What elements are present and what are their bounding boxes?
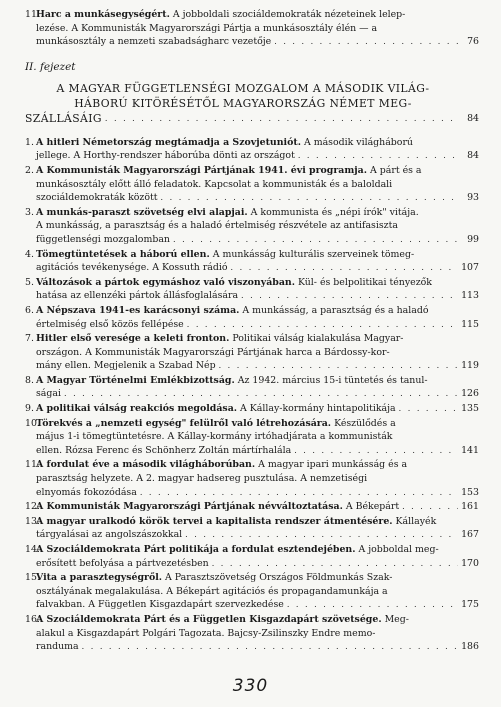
leader-dots xyxy=(212,557,458,571)
entry-title: Tömegtüntetések a háború ellen. xyxy=(36,248,210,260)
entry-line xyxy=(36,178,461,192)
entry-last-line xyxy=(36,191,461,205)
page-number: 93 xyxy=(467,192,479,204)
entry-text: Kállayék xyxy=(395,515,437,527)
entry-line xyxy=(36,458,461,472)
entry-number: 7. xyxy=(25,333,34,345)
entry-last-line xyxy=(36,500,461,514)
entry-last-line: munkásosztály a nemzeti szabadságharc vezetője . . . xyxy=(36,35,461,49)
entry-title: A Magyar Történelmi Emlékbizottság. xyxy=(36,374,235,386)
entry-text: jellege. A Horthy-rendszer háborúba dönti az országot xyxy=(36,150,295,162)
page-number: 84 xyxy=(467,150,479,162)
toc-entry xyxy=(25,206,479,247)
page-number: 84 xyxy=(467,112,479,124)
toc-entry xyxy=(25,402,479,416)
entry-title: Törekvés a „nemzeti egység" felülről való létrehozására. xyxy=(36,417,332,429)
entry-text: parasztság helyzete. A 2. magyar hadsereg pusztulása. A nemzetiségi xyxy=(36,473,368,485)
entry-text: Készülődés a xyxy=(334,417,396,429)
page-number: 141 xyxy=(461,444,479,456)
entry-line xyxy=(36,472,461,486)
chapter-title-line: HÁBORÚ KITÖRÉSÉTŐL MAGYARORSZÁG NÉMET MEG- xyxy=(74,96,412,110)
entry-line xyxy=(36,374,461,388)
entry-line xyxy=(36,515,461,529)
entry-number: 12. xyxy=(25,501,40,513)
chapter-title xyxy=(25,81,479,126)
entry-line xyxy=(36,346,461,360)
toc-entry xyxy=(25,571,479,612)
entry-number: 9. xyxy=(25,403,34,415)
entry-text: elnyomás fokozódása xyxy=(36,486,137,498)
leader-dots xyxy=(402,500,458,514)
entry-text: osztályának megalakulása. A Békepárt agitációs és propagandamunkája a xyxy=(36,585,388,597)
toc-entry xyxy=(25,613,479,654)
folio-page-number: 330 xyxy=(232,676,269,696)
entry-number: 5. xyxy=(25,276,34,288)
entry-number: 6. xyxy=(25,304,34,316)
leader-dots xyxy=(173,233,458,247)
entry-line xyxy=(36,136,461,150)
entry-last-line xyxy=(36,402,461,416)
chapter-title-line: A MAGYAR FÜGGETLENSÉGI MOZGALOM A MÁSODIK VILÁG- xyxy=(56,81,430,95)
entry-last-line xyxy=(36,261,461,275)
entry-text: Meg- xyxy=(384,613,409,625)
entry-title: A Népszava 1941-es karácsonyi száma. xyxy=(36,304,240,316)
entry-line xyxy=(36,543,461,557)
entry-title: A Kommunisták Magyarországi Pártjának 1941. évi programja. xyxy=(36,164,368,176)
entry-text: randuma xyxy=(36,641,79,653)
entry-text: A Parasztszövetség Országos Földmunkás Szak- xyxy=(165,572,393,584)
entry-line xyxy=(36,571,461,585)
entry-line xyxy=(36,332,461,346)
page-number: 153 xyxy=(461,486,479,498)
entry-title: Hitler első veresége a keleti fronton. xyxy=(36,333,230,345)
entry-line xyxy=(36,613,461,627)
entry-last-line xyxy=(36,598,461,612)
entry-text: A kommunista és „népi írók" vitája. xyxy=(250,206,419,218)
entry-title: Harc a munkásegységért. xyxy=(36,9,170,20)
leader-dots xyxy=(187,318,458,332)
entry-text: A második világháború xyxy=(303,136,413,148)
leader-dots xyxy=(82,640,458,654)
entry-text: A magyar ipari munkásság és a xyxy=(258,459,408,471)
page-number: 161 xyxy=(461,501,479,513)
toc-entry xyxy=(25,515,479,542)
entry-text: munkásosztály előtt álló feladatok. Kapcsolat a kommunisták és a baloldali xyxy=(36,178,393,190)
toc-entry xyxy=(25,332,479,373)
toc-entry xyxy=(25,417,479,458)
toc-entry xyxy=(25,136,479,163)
entry-line xyxy=(36,206,461,220)
leader-dots xyxy=(274,35,458,49)
entry-title: Vita a parasztegységről. xyxy=(36,572,163,584)
leader-dots xyxy=(64,387,458,401)
chapter-entries xyxy=(25,136,479,654)
page-number: 113 xyxy=(461,290,479,302)
entry-text: A jobboldali szociáldemokraták nézeteinek lelep- xyxy=(172,9,406,20)
leader-dots xyxy=(231,261,458,275)
entry-text: tárgyalásai az angolszászokkal xyxy=(36,529,183,541)
entry-text: A párt és a xyxy=(370,164,422,176)
entry-text: szociáldemokraták között xyxy=(36,192,158,204)
toc-entry xyxy=(25,276,479,303)
entry-number: 16. xyxy=(25,613,40,625)
entry-number: 11. xyxy=(25,459,40,471)
toc-entry xyxy=(25,248,479,275)
leader-dots xyxy=(161,191,458,205)
toc-entry xyxy=(25,164,479,205)
entry-number: 15. xyxy=(25,572,40,584)
page-number: 186 xyxy=(461,641,479,653)
entry-line xyxy=(36,430,461,444)
entry-last-line xyxy=(36,640,461,654)
entry-number: 8. xyxy=(25,374,34,386)
entry-line xyxy=(36,276,461,290)
page-number: 135 xyxy=(461,403,479,415)
leader-dots xyxy=(140,486,458,500)
entry-last-line xyxy=(36,444,461,458)
toc-entry-11-prev xyxy=(25,8,479,49)
toc-entry xyxy=(25,374,479,401)
entry-title: A politikai válság reakciós megoldása. xyxy=(36,403,238,415)
entry-line xyxy=(36,627,461,641)
leader-dots xyxy=(219,359,458,373)
page-number: 107 xyxy=(461,262,479,274)
leader-dots xyxy=(287,598,458,612)
entry-number: 4. xyxy=(25,248,34,260)
leader-dots xyxy=(185,528,458,542)
entry-line xyxy=(36,304,461,318)
leader-dots xyxy=(105,111,458,126)
page-number: 126 xyxy=(461,388,479,400)
entry-text: ellen. Rózsa Ferenc és Schönherz Zoltán mártírhalála xyxy=(36,444,292,456)
entry-last-line xyxy=(36,359,461,373)
chapter-title-last-line: SZÁLLÁSÁIG . . . xyxy=(25,111,461,126)
entry-line xyxy=(36,248,461,262)
toc-entry xyxy=(25,304,479,331)
entry-number: 1. xyxy=(25,136,34,148)
entry-text: alakul a Kisgazdapárt Polgári Tagozata. Bajcsy-Zsilinszky Endre memo- xyxy=(36,627,376,639)
entry-last-line xyxy=(36,233,461,247)
entry-text: A munkásság kulturális szerveinek tömeg- xyxy=(212,248,415,260)
toc-entry xyxy=(25,458,479,499)
entry-number: 10. xyxy=(25,417,40,429)
entry-title: A munkás-paraszt szövetség elvi alapjai. xyxy=(36,206,248,218)
entry-text: függetlenségi mozgalomban xyxy=(36,233,170,245)
leader-dots xyxy=(241,289,458,303)
entry-line xyxy=(36,8,461,22)
page-number: 170 xyxy=(461,557,479,569)
entry-number: 14. xyxy=(25,544,40,555)
toc-entry xyxy=(25,543,479,570)
entry-text: országon. A Kommunisták Magyarországi Pártjának harca a Bárdossy-kor- xyxy=(36,346,390,358)
page-number: 99 xyxy=(467,233,479,245)
entry-text: A munkásság, a parasztság és a haladó xyxy=(242,304,429,316)
entry-last-line xyxy=(36,557,461,571)
entry-title: A hitleri Németország megtámadja a Szovjetuniót. xyxy=(36,136,301,148)
entry-text: A munkásság, a parasztság és a haladó értelmiség részvétele az antifasiszta xyxy=(36,220,398,232)
entry-number: 3. xyxy=(25,206,34,218)
entry-text: hatása az ellenzéki pártok állásfoglalására xyxy=(36,290,239,302)
leader-dots xyxy=(294,444,458,458)
entry-line: lezése. A Kommunisták Magyarországi Pártja a munkásosztály élén — a xyxy=(36,22,378,34)
chapter-label: II. fejezet xyxy=(25,60,76,73)
leader-dots xyxy=(399,402,458,416)
entry-text: május 1-i tömegtüntetésre. A Kállay-kormány irtóhadjárata a kommunisták xyxy=(36,431,393,443)
entry-text: falvakban. A Független Kisgazdapárt szervezkedése xyxy=(36,599,284,611)
entry-last-line xyxy=(36,387,461,401)
entry-title: A Szociáldemokrata Párt és a Független Kisgazdapárt szövetsége. xyxy=(36,613,382,625)
entry-text: A Békepárt xyxy=(345,501,400,513)
entry-title: A Kommunisták Magyarországi Pártjának névváltoztatása. xyxy=(36,501,343,513)
entry-text: Politikai válság kialakulása Magyar- xyxy=(232,333,404,345)
entry-line xyxy=(36,219,461,233)
page-number: 175 xyxy=(461,599,479,611)
entry-text: mány ellen. Megjelenik a Szabad Nép xyxy=(36,360,216,372)
entry-text: Az 1942. március 15-i tüntetés és tanul- xyxy=(237,374,428,386)
entry-number: 2. xyxy=(25,164,34,176)
entry-text: erősített befolyása a pártvezetésben xyxy=(36,557,209,569)
entry-line xyxy=(36,417,461,431)
entry-number: 11. xyxy=(25,9,40,20)
entry-text: értelmiség első közös fellépése xyxy=(36,318,184,330)
entry-text: A Kállay-kormány hintapolitikája xyxy=(240,403,396,415)
page-number: 76 xyxy=(467,36,479,48)
entry-title: Változások a pártok egymáshoz való viszonyában. xyxy=(36,276,295,288)
entry-title: A magyar uralkodó körök tervei a kapitalista rendszer átmentésére. xyxy=(36,515,393,527)
entry-text: ságai xyxy=(36,388,61,400)
entry-last-line xyxy=(36,528,461,542)
entry-text: agitációs tevékenysége. A Kossuth rádió xyxy=(36,262,228,274)
entry-number: 13. xyxy=(25,515,40,527)
entry-last-line xyxy=(36,318,461,332)
entry-line xyxy=(36,164,461,178)
page-number: 167 xyxy=(461,529,479,541)
entry-title: A fordulat éve a második világháborúban. xyxy=(36,459,256,471)
entry-text: A jobboldal meg- xyxy=(358,544,439,555)
table-of-contents xyxy=(25,8,479,655)
toc-entry xyxy=(25,500,479,514)
page-number: 119 xyxy=(461,360,479,372)
page-number: 115 xyxy=(461,318,479,330)
entry-line xyxy=(36,585,461,599)
leader-dots xyxy=(298,149,458,163)
entry-last-line xyxy=(36,149,461,163)
entry-text: Kül- és belpolitikai tényezők xyxy=(297,276,432,288)
entry-title: A Szociáldemokrata Párt politikája a fordulat esztendejében. xyxy=(36,544,356,555)
entry-last-line xyxy=(36,486,461,500)
entry-last-line xyxy=(36,289,461,303)
